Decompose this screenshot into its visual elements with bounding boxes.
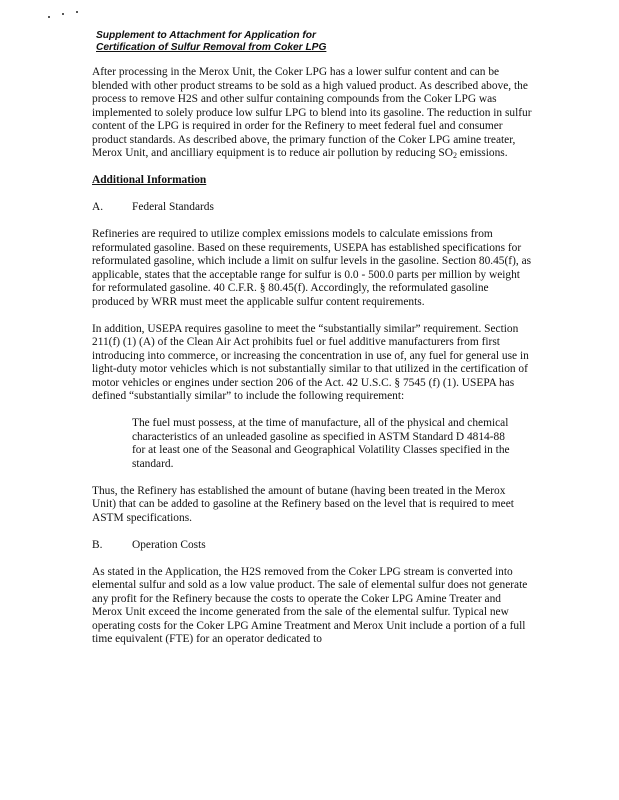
document-body xyxy=(92,66,532,647)
paragraph-merox-processing xyxy=(92,66,532,161)
scan-speck xyxy=(76,11,78,13)
scan-speck xyxy=(48,16,50,18)
section-title: Operation Costs xyxy=(132,538,206,551)
scan-speck xyxy=(62,13,64,15)
block-quote: The fuel must possess, at the time of manufacture, all of the physical and chemical characteristics of an unleaded gasoline as specified in ASTM Standard D 4814-88 for at least one of the Seasonal and Geographical Volatility Classes specified in the standard. xyxy=(132,417,510,470)
paragraph-federal-standards: Refineries are required to utilize complex emissions models to calculate emissions from reformulated gasoline. Based on these requirements, USEPA has established specifications for reformulated gasoline, which include a limit on sulfur levels in the gasoline. Section 80.45(f), as applicable, states that the acceptable range for sulfur is 0.0 - 500.0 parts per million by weight for reformulated gasoline. 40 C.F.R. § 80.45(f). Accordingly, the reformulated gasoline produced by WRR must meet the applicable sulfur content requirements. xyxy=(92,228,532,308)
subscript: 2 xyxy=(452,151,457,160)
section-letter: A. xyxy=(92,201,104,213)
section-letter: B. xyxy=(92,538,103,551)
section-heading-b xyxy=(92,539,532,553)
heading-additional-information: Additional Information xyxy=(92,174,207,186)
page-header xyxy=(96,30,516,54)
paragraph-operation-costs: As stated in the Application, the H2S removed from the Coker LPG stream is converted into elemental sulfur and sold as a low value product. The sale of elemental sulfur does not generate any profit for the Refinery because the costs to operate the Coker LPG Amine Treater and Merox Unit exceed the income generated from the sale of the elemental sulfur. Typical new operating costs for the Coker LPG Amine Treatment and Merox Unit include a portion of a full time equivalent (FTE) for an operator dedicated to xyxy=(92,565,528,645)
paragraph-substantially-similar: In addition, USEPA requires gasoline to meet the “substantially similar” requirement. Section 211(f) (1) (A) of the Clean Air Act prohibits fuel or fuel additive manufacturers from first introducing into commerce, or increasing the concentration in use of, any fuel for general use in light-duty motor vehicles which is not substantially similar to that utilized in the certification of motor vehicles or engines under section 206 of the Act. 42 U.S.C. § 7545 (f) (1). USEPA has defined “substantially similar” to include the following requirement: xyxy=(92,322,529,402)
paragraph-text: After processing in the Merox Unit, the Coker LPG has a lower sulfur content and can be blended with other product streams to be sold as a high valued product. As described above, the process to remove H2S and other sulfur containing compounds from the Coker LPG was implemented to solely produce low sulfur LPG to blend into its gasoline. The reduction in sulfur content of the LPG is required in order for the Refinery to meet federal fuel and consumer product standards. As described above, the primary function of the Coker LPG amine treater, Merox Unit, and ancilliary equipment is to reduce air pollution by reducing SO xyxy=(92,66,532,159)
section-title: Federal Standards xyxy=(132,201,214,213)
header-line-2: Certification of Sulfur Removal from Coker LPG xyxy=(96,42,327,53)
section-heading-a xyxy=(92,201,532,215)
paragraph-butane: Thus, the Refinery has established the amount of butane (having been treated in the Merox Unit) that can be added to gasoline at the Refinery based on the level that is required to meet ASTM specifications. xyxy=(92,484,514,524)
paragraph-text-end: emissions. xyxy=(456,147,508,159)
header-line-1: Supplement to Attachment for Application for xyxy=(96,30,316,41)
